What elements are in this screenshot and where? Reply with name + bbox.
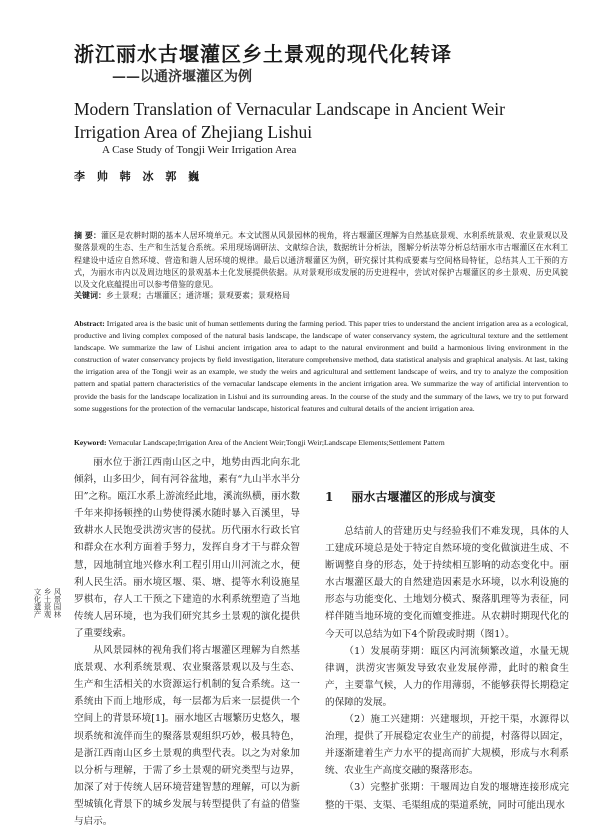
paper-title-en: Modern Translation of Vernacular Landscape in Ancient Weir Irrigation Area of Zhejiang Lishui — [74, 99, 505, 142]
keywords-cn-text: 乡土景观；古堰灌区；通济堰；景观要素；景观格局 — [106, 291, 290, 300]
abstract-en-text: Irrigated area is the basic unit of human settlements during the farming period. This paper tries to understand the ancient irrigation area as a ecological, productive and living complex composed of the natural basis landscape, the landscape of water conservancy system, the agricultural texture and the settlement landscape. We summarize the law of Lishui ancient irrigation area to adapt to the natural environment and build a harmonious living environment in the construction of water conservancy projects by field investigation, literature comprehensive method, data statistical analysis and graphical analysis. At last, taking the irrigation area of the Tongji weir as an example, we study the weirs and agricultural and settlement landscape of weirs, and try to analyze the composition pattern and spatial pattern characteristics of the vernacular landscape elements in the ancient irrigation area. We summarize the way of artificial intervention to provide the basis for the landscape localization in Lishui and its surrounding areas. In the course of the study and the summary of the laws, we try to put forward some suggestions for the protection of the vernacular landscape, historical features and cultural details of the ancient irrigation area. — [74, 319, 569, 413]
keywords-en-label: Keyword: — [74, 438, 107, 447]
body-left-column — [74, 454, 300, 827]
paper-subtitle-cn: ——以通济堰灌区为例 — [112, 69, 252, 85]
section-heading — [325, 488, 495, 505]
body-paragraph: （2）施工兴建期：兴建堰坝，开挖干渠，水源得以治理，提供了开展稳定农业生产的前提，村落得以固定，并逐渐建着生产力水平的提高而扩大规模，形成与水利系统、农业生产高度交融的聚落形态。 — [325, 714, 569, 777]
body-right-column — [325, 523, 569, 811]
body-paragraph: 丽水位于浙江西南山区之中，地势由西北向东北倾斜，山多田少，间有河谷盆地，素有“九山半水半分田”之称。瓯江水系上游流经此地，溪流纵横，丽水数千年来抑扬顿挫的山势使得溪水随时暴入百溪里，导致耕水人民饱受洪涝灾害的侵扰。历代丽水行政长官和群众在水利方面着手努力，发挥自身才干与群众智慧，因地制宜地兴修水利工程引用山川河流之水，便利人民生活。丽水境区堰、渠、塘、提等水利设施星罗棋布，存人工干预之下建造的水利系统塑造了当地传统人居环境，也为我们研究其乡土景观的演化提供了重要线索。 — [74, 457, 300, 639]
keywords-en-text: Vernacular Landscape;Irrigation Area of the Ancient Weir;Tongji Weir;Landscape Elements;Settlement Pattern — [108, 438, 445, 447]
keywords-en — [74, 438, 568, 447]
paper-subtitle-en: A Case Study of Tongji Weir Irrigation Area — [102, 144, 297, 156]
section-number: 1 — [325, 490, 334, 504]
side-note — [33, 588, 62, 618]
authors: 李 帅 韩 冰 郭 巍 — [74, 170, 204, 183]
keywords-cn — [74, 290, 568, 301]
side-note-line: 文化遗产 — [33, 588, 42, 618]
body-paragraph: 总结前人的营建历史与经验我们不难发现，具体的人工建成环境总是处于特定自然环境的变化做演进生成、不断调整自身的形态，处于持续相互影响的动态变化中。丽水古堰灌区最大的自然建造因素是水环境，以水利设施的形态与功能变化、土地划分模式、聚落肌理等为表征，同样伴随当地环境的变化而嬗变推进。从农耕时期现代化的今天可以总结为如下4个阶段或时期（图1）。 — [325, 526, 569, 640]
abstract-en-label: Abstract: — [74, 319, 105, 328]
abstract-cn-label: 摘 要： — [74, 230, 101, 240]
abstract-en — [74, 318, 568, 415]
abstract-cn-text: 灌区是农耕时期的基本人居环境单元。本文试图从风景园林的视角，将古堰灌区理解为自然基底景观、水利系统景观、农业景观以及聚落景观的生态、生产和生活复合系统。采用现场调研法、文献综合法，数据统计分析法，图解分析法等分析总结丽水市古堰灌区在水利工程建设中适应自然环境、营造和谐人居环境的规律。最后以通济堰灌区为例，研究探讨其构成要素与空间格局特征，总结其人工干预的方式，为丽水市内以及周边地区的景观基本土化发展提供依据。从对景观形成发展的历史进程中，尝试对保护古堰灌区的乡土景观、历史风貌以及文化底蕴提出可以参考借鉴的意见。 — [74, 231, 568, 290]
body-paragraph: （3）完整扩张期：干堰周边自发的堰塘连接形成完整的干渠、支渠、毛渠组成的渠道系统，同时可能出现水 — [325, 782, 569, 811]
paper-title-cn: 浙江丽水古堰灌区乡土景观的现代化转译 — [74, 42, 452, 66]
abstract-cn — [74, 229, 568, 291]
body-paragraph: （1）发展萌芽期：瓯区内河流频繁改道，水量无规律调，洪涝灾害频发导致农业发展停滞，此时的粮食生产，主要靠气候，人力的作用薄弱，不能够获得长期稳定的保障的发展。 — [325, 645, 569, 708]
side-note-line: 乡土景观 — [43, 588, 52, 618]
section-title: 丽水古堰灌区的形成与演变 — [351, 490, 496, 504]
keywords-cn-label: 关键词： — [74, 290, 106, 300]
side-note-line: 风景园林 — [53, 588, 62, 618]
body-paragraph: 从风景园林的视角我们将古堰灌区理解为自然基底景观、水利系统景观、农业聚落景观以及与生态、生产和生活相关的水资源运行机制的复合系统。这一系统由下而上地形成，每一层都为后来一层提供一个空间上的背景环境[1]。丽水地区古堰繁历史悠久，堰坝系统和流伴而生的聚落景观组织巧妙，极具特色，是浙江西南山区乡土景观的典型代表。以之为对象加以分析与理解，于需了乡土景观的研究类型与边界，加深了对于传统人居环境营建智慧的理解，可以为新型城镇化背景下的城乡发展与转型提供了有益的借鉴与启示。 — [74, 645, 300, 827]
